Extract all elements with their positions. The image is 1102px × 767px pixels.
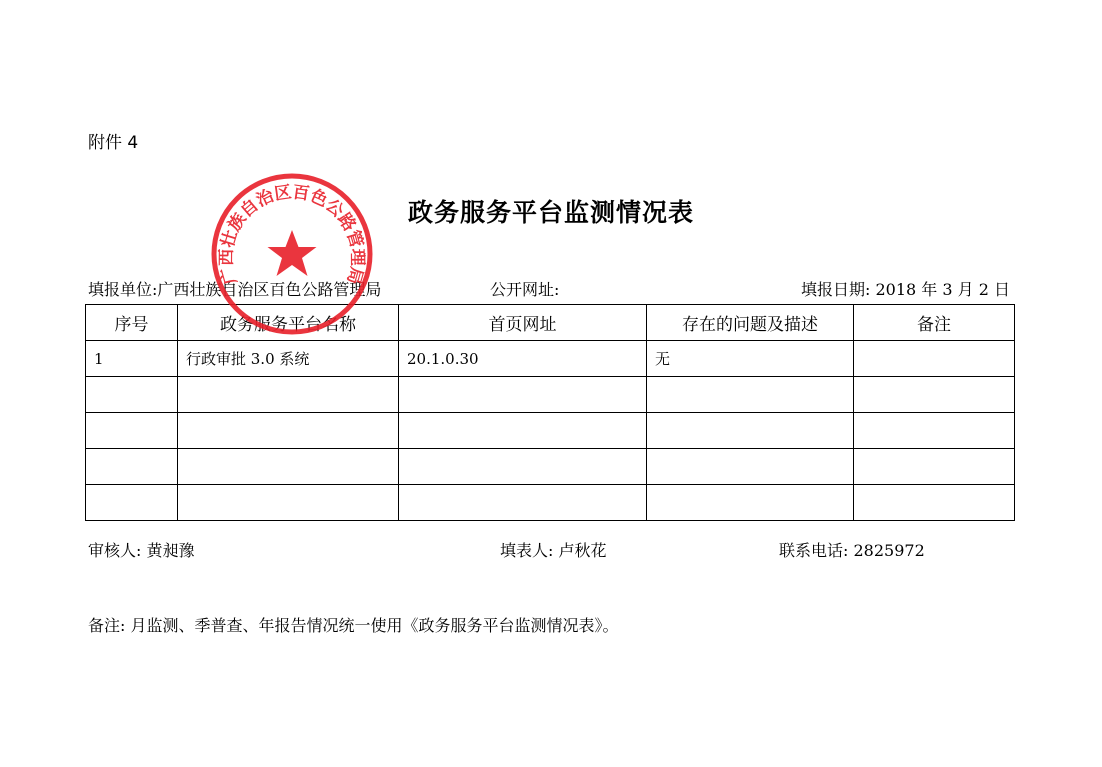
table-header-row: [86, 305, 1015, 341]
seal-star-icon: [268, 230, 317, 276]
filler-line: [500, 540, 607, 562]
cell-issues: [647, 485, 854, 521]
header-serial: 序号: [86, 305, 178, 341]
unit-value: 广西壮族自治区百色公路管理局: [157, 280, 382, 299]
table-row: [86, 485, 1015, 521]
cell-remarks: [854, 413, 1015, 449]
cell-issues: 无: [647, 341, 854, 377]
cell-remarks: [854, 449, 1015, 485]
cell-platform-name: 行政审批 3.0 系统: [178, 341, 399, 377]
reviewer-label: 审核人:: [88, 541, 142, 560]
cell-issues: [647, 413, 854, 449]
cell-serial: [86, 377, 178, 413]
cell-platform-name: [178, 377, 399, 413]
table-row: [86, 377, 1015, 413]
header-platform-name: 政务服务平台名称: [178, 305, 399, 341]
monitor-table: [85, 304, 1015, 521]
seal-text: 广西壮族自治区百色公路管理局: [216, 182, 368, 287]
reviewer-line: [88, 540, 195, 562]
phone-label: 联系电话:: [779, 541, 849, 560]
cell-platform-name: [178, 413, 399, 449]
cell-serial: 1: [86, 341, 178, 377]
cell-homepage-url: 20.1.0.30: [399, 341, 647, 377]
cell-platform-name: [178, 485, 399, 521]
cell-homepage-url: [399, 413, 647, 449]
website-label: 公开网址:: [490, 280, 560, 299]
remark-note: 备注: 月监测、季普查、年报告情况统一使用《政务服务平台监测情况表》。: [88, 616, 619, 635]
cell-remarks: [854, 341, 1015, 377]
cell-remarks: [854, 377, 1015, 413]
table-row: [86, 413, 1015, 449]
table-row: [86, 449, 1015, 485]
reviewer-value: 黄昶豫: [146, 541, 195, 560]
header-issues: 存在的问题及描述: [647, 305, 854, 341]
unit-label: 填报单位:: [88, 280, 158, 299]
date-line: [801, 279, 1010, 301]
attachment-label: 附件 4: [88, 133, 139, 153]
phone-value: 2825972: [853, 541, 925, 560]
filler-value: 卢秋花: [558, 541, 607, 560]
cell-serial: [86, 485, 178, 521]
table-row: [86, 341, 1015, 377]
cell-homepage-url: [399, 485, 647, 521]
document-title: 政务服务平台监测情况表: [407, 198, 694, 227]
phone-line: [779, 540, 925, 562]
cell-issues: [647, 377, 854, 413]
cell-issues: [647, 449, 854, 485]
website-line: [490, 279, 559, 301]
header-remarks: 备注: [854, 305, 1015, 341]
cell-serial: [86, 449, 178, 485]
unit-line: [88, 279, 381, 301]
cell-platform-name: [178, 449, 399, 485]
date-value: 2018 年 3 月 2 日: [875, 280, 1010, 299]
cell-remarks: [854, 485, 1015, 521]
header-homepage-url: 首页网址: [399, 305, 647, 341]
cell-homepage-url: [399, 377, 647, 413]
filler-label: 填表人:: [500, 541, 554, 560]
cell-homepage-url: [399, 449, 647, 485]
date-label: 填报日期:: [800, 280, 871, 299]
cell-serial: [86, 413, 178, 449]
